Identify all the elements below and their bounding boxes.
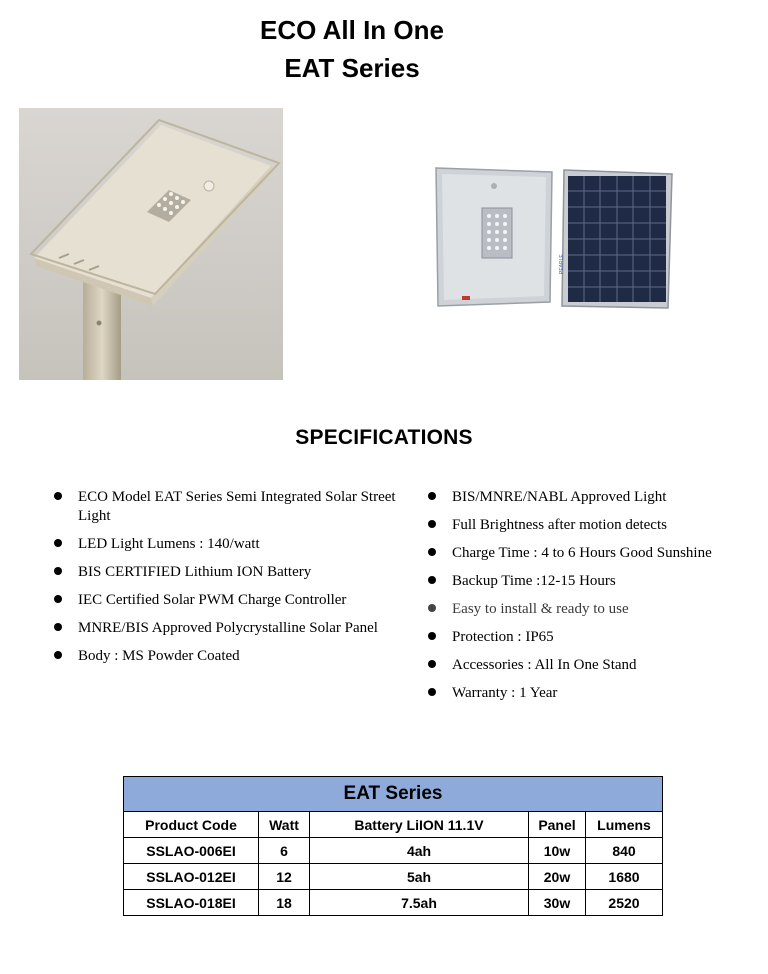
solar-panel-image: [432, 162, 678, 312]
spec-item: [428, 600, 758, 619]
page-subtitle: EAT Series: [284, 53, 420, 83]
spec-text: Protection : IP65: [452, 629, 554, 645]
table-cell: 10w: [529, 838, 586, 864]
street-light-image: [19, 108, 283, 380]
bullet-icon: [428, 576, 436, 584]
spec-item: [54, 619, 404, 638]
specifications-title: SPECIFICATIONS: [295, 426, 473, 449]
spec-text: Accessories : All In One Stand: [452, 657, 637, 673]
spec-item: [54, 591, 404, 610]
bullet-icon: [428, 548, 436, 556]
spec-text: MNRE/BIS Approved Polycrystalline Solar Panel: [78, 620, 378, 636]
table-cell: 5ah: [310, 864, 529, 890]
spec-text: IEC Certified Solar PWM Charge Controller: [78, 592, 347, 608]
column-header: Watt: [259, 812, 310, 838]
table-cell: 4ah: [310, 838, 529, 864]
spec-text: Charge Time : 4 to 6 Hours Good Sunshine: [452, 545, 712, 561]
spec-item: [428, 628, 758, 647]
bullet-icon: [54, 567, 62, 575]
bullet-icon: [428, 520, 436, 528]
table-cell: 20w: [529, 864, 586, 890]
spec-item: [428, 516, 758, 535]
panel-brand-label: PEARLE: [559, 254, 565, 274]
solar-panel-photo: [432, 162, 678, 312]
table-cell: 6: [259, 838, 310, 864]
table-cell: 12: [259, 864, 310, 890]
spec-item: [54, 535, 404, 554]
street-light-photo: [19, 108, 283, 380]
table-cell: SSLAO-018EI: [124, 890, 259, 916]
table-cell: 30w: [529, 890, 586, 916]
table-title: EAT Series: [124, 777, 663, 812]
product-table: [123, 776, 663, 916]
page-title: ECO All In One: [260, 15, 444, 45]
spec-text: ECO Model EAT Series Semi Integrated Solar Street Light: [78, 489, 396, 524]
table-cell: SSLAO-012EI: [124, 864, 259, 890]
column-header: Battery LiION 11.1V: [310, 812, 529, 838]
spec-item: [428, 656, 758, 675]
table-cell: 840: [586, 838, 663, 864]
table-cell: 18: [259, 890, 310, 916]
spec-list-left: [54, 486, 404, 666]
spec-item: [54, 647, 404, 666]
bullet-icon: [54, 651, 62, 659]
table-row: [124, 838, 663, 864]
bullet-icon: [54, 492, 62, 500]
table-row: [124, 890, 663, 916]
spec-item: [54, 488, 404, 526]
spec-text: BIS CERTIFIED Lithium ION Battery: [78, 564, 312, 580]
column-header: Product Code: [124, 812, 259, 838]
table-row: [124, 864, 663, 890]
table-cell: 7.5ah: [310, 890, 529, 916]
table-cell: SSLAO-006EI: [124, 838, 259, 864]
bullet-icon: [54, 539, 62, 547]
spec-text: Backup Time :12-15 Hours: [452, 573, 616, 589]
table-title-row: [124, 777, 663, 812]
spec-text: LED Light Lumens : 140/watt: [78, 536, 260, 552]
spec-text: Warranty : 1 Year: [452, 685, 558, 701]
spec-text: Easy to install & ready to use: [452, 601, 629, 617]
table-header-row: [124, 812, 663, 838]
bullet-icon: [428, 492, 436, 500]
column-header: Panel: [529, 812, 586, 838]
column-header: Lumens: [586, 812, 663, 838]
spec-item: [428, 488, 758, 507]
bullet-icon: [54, 595, 62, 603]
spec-item: [428, 572, 758, 591]
spec-text: BIS/MNRE/NABL Approved Light: [452, 489, 667, 505]
bullet-icon: [428, 660, 436, 668]
spec-item: [428, 684, 758, 703]
spec-text: Body : MS Powder Coated: [78, 648, 240, 664]
bullet-icon: [428, 632, 436, 640]
spec-item: [54, 563, 404, 582]
table-cell: 1680: [586, 864, 663, 890]
bullet-icon: [428, 604, 436, 612]
bullet-icon: [54, 623, 62, 631]
table-cell: 2520: [586, 890, 663, 916]
spec-item: [428, 544, 758, 563]
spec-text: Full Brightness after motion detects: [452, 517, 667, 533]
spec-list-right: [428, 486, 758, 703]
bullet-icon: [428, 688, 436, 696]
